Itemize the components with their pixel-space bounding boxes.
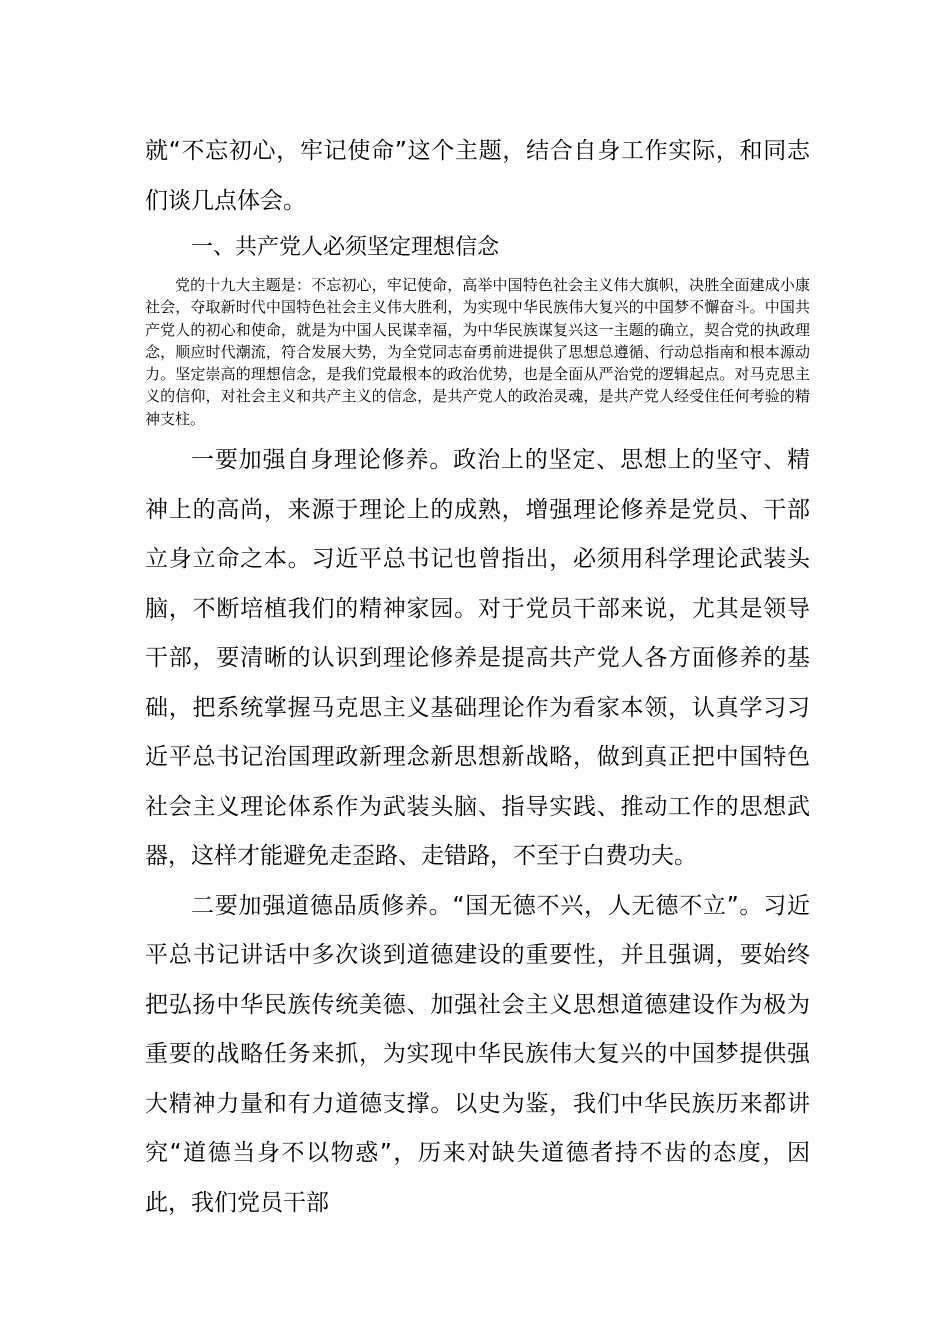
section-heading: 一、共产党人必须坚定理想信念 [191, 235, 500, 260]
theme-paragraph: 党的十九大主题是：不忘初心，牢记使命，高举中国特色社会主义伟大旗帜，决胜全面建成小康社会，夺取新时代中国特色社会主义伟大胜利，为实现中华民族伟大复兴的中国梦不懈奋斗。中国共产党人的初心和使命，就是为中国人民谋幸福，为中华民族谋复兴这一主题的确立，契合党的执政理念，顺应时代潮流，符合发展大势，为全党同志奋勇前进提供了思想总遵循、行动总指南和根本源动力。坚定崇高的理想信念，是我们党最根本的政治优势，也是全面从严治党的逻辑起点。对马克思主义的信仰，对社会主义和共产主义的信念，是共产党人的政治灵魂，是共产党人经受住任何考验的精神支柱。 [145, 276, 810, 428]
theory-paragraph: 一要加强自身理论修养。政治上的坚定、思想上的坚守、精神上的高尚，来源于理论上的成熟，增强理论修养是党员、干部立身立命之本。习近平总书记也曾指出，必须用科学理论武装头脑，不断培植我们的精神家园。对于党员干部来说，尤其是领导干部，要清晰的认识到理论修养是提高共产党人各方面修养的基础，把系统掌握马克思主义基础理论作为看家本领，认真学习习近平总书记治国理政新理念新思想新战略，做到真正把中国特色社会主义理论体系作为武装头脑、指导实践、推动工作的思想武器，这样才能避免走歪路、走错路，不至于白费功夫。 [145, 447, 810, 870]
morality-paragraph: 二要加强道德品质修养。“国无德不兴，人无德不立”。习近平总书记讲话中多次谈到道德建设的重要性，并且强调，要始终把弘扬中华民族传统美德、加强社会主义思想道德建设作为极为重要的战略任务来抓，为实现中华民族伟大复兴的中国梦提供强大精神力量和有力道德支撑。以史为鉴，我们中华民族历来都讲究“道德当身不以物惑”，历来对缺失道德者持不齿的态度，因此，我们党员干部 [145, 892, 810, 1216]
document-body [145, 127, 810, 1228]
intro-paragraph: 就“不忘初心，牢记使命”这个主题，结合自身工作实际，和同志们谈几点体会。 [145, 138, 810, 214]
